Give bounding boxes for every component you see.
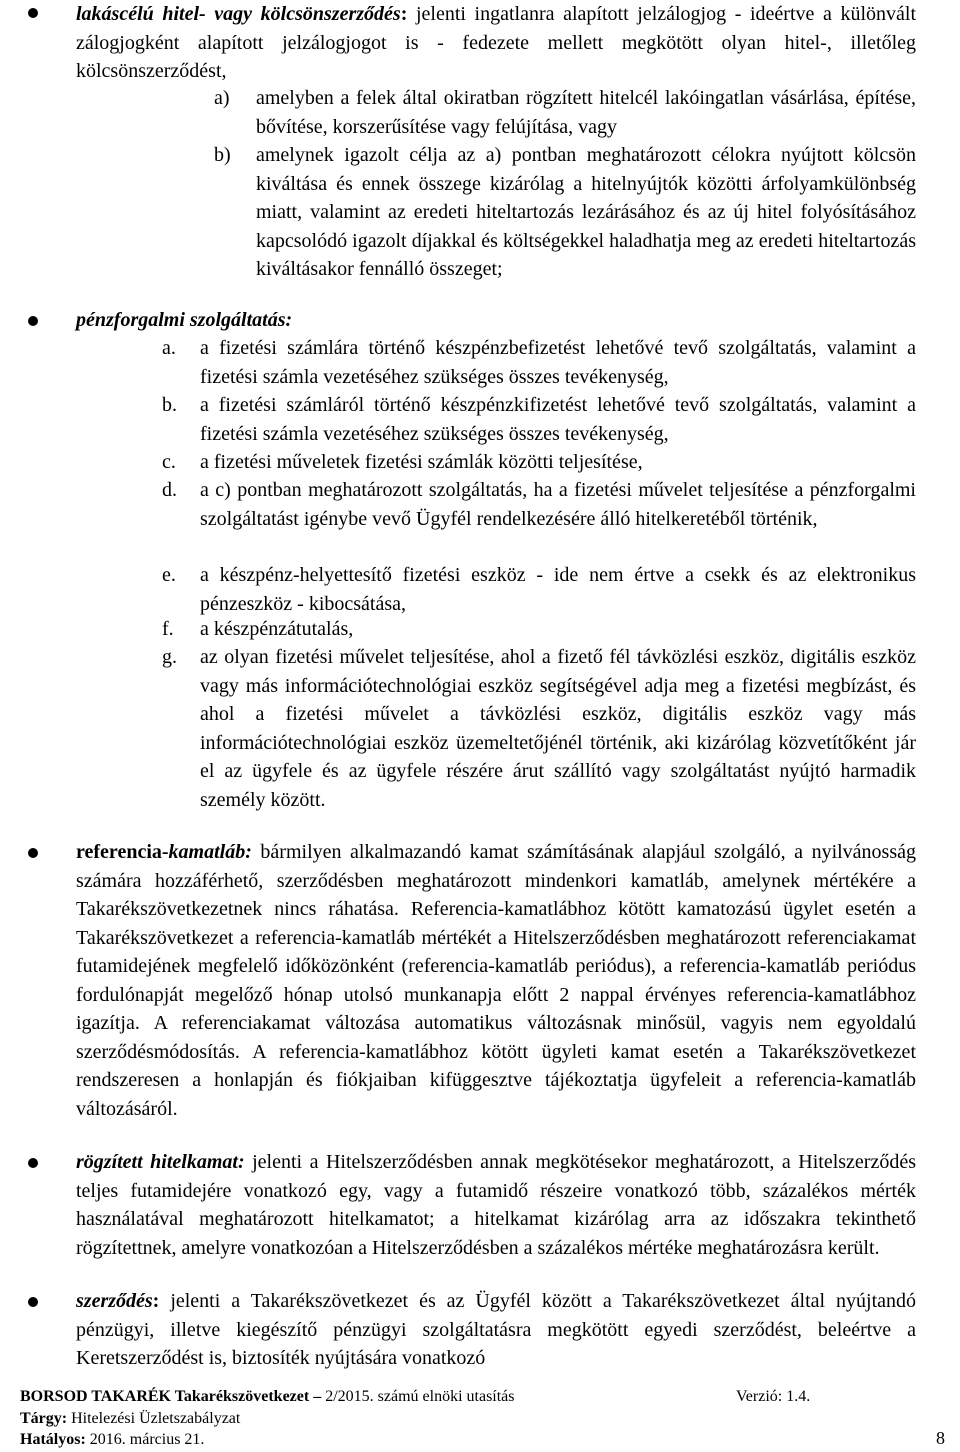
footer-line-2 [20,1409,240,1429]
list-label: d. [162,479,177,501]
footer-subject-label: Tárgy: [20,1410,68,1427]
list-label: b. [162,394,177,416]
definition-term: kamatláb: [168,841,252,863]
list-item: a készpénz-helyettesítő fizetési eszköz - ide nem értve a csekk és az elektronikus pénzeszköz - kibocsátása, [200,564,916,615]
footer-line-1: BORSOD TAKARÉK Takarékszövetkezet – 2/2015. számú elnöki utasítás Verzió: 1.4. [20,1388,811,1405]
footer-version: Verzió: 1.4. [736,1388,811,1405]
bullet-icon [28,316,38,326]
definition-term: rögzített hitelkamat: [76,1151,245,1173]
list-item: a c) pontban meghatározott szolgáltatás, ha a fizetési művelet teljesítése a pénzforgalmi szolgáltatást igénybe vevő Ügyfél rendelkezésére álló hitelkeretéből történik, [200,479,916,530]
sub-label: b) [214,144,231,166]
sub-text: amelynek igazolt célja az a) pontban meghatározott célokra nyújtott kölcsön kiváltása és ennek összege kizárólag a hitelnyújtók közötti árfolyamkülönbség miatt, valamint az eredeti hiteltartozás lezárásához és az új hitel folyósításához kapcsolódó igazolt díjakkal és költségekkel haladhatja meg az eredeti hiteltartozás kiváltásakor fennálló összeget; [256,144,916,280]
sub-text: amelyben a felek által okiratban rögzített hitelcél lakóingatlan vásárlása, építése, bővítése, korszerűsítése vagy felújítása, vagy [256,87,916,138]
sub-label: a) [214,87,230,109]
list-label: f. [162,618,174,640]
page-number: 8 [936,1428,945,1448]
list-item: a fizetési számláról történő készpénzkifizetést lehetővé tevő szolgáltatás, valamint a fizetési számla vezetéséhez szükséges összes tevékenység, [200,394,916,445]
definition-szerzodes: szerződés: jelenti a Takarékszövetkezet és az Ügyfél között a Takarékszövetkezet által nyújtandó pénzügyi, illetve kiegészítő pénzügyi szolgáltatásra megkötött egyedi szerződést, beleértve a Keretszerződést is, biztosíték nyújtására vonatkozó [76,1290,917,1369]
definition-term: pénzforgalmi szolgáltatás: [76,309,293,331]
definition-text: jelenti a Takarékszövetkezet és az Ügyfél között a Takarékszövetkezet által nyújtandó pénzügyi, illetve kiegészítő pénzügyi szolgáltatásra megkötött egyedi szerződést, beleértve a Keretszerződést is, biztosíték nyújtására vonatkozó [76,1290,917,1369]
definition-penzforgalmi [76,306,916,335]
definition-term: lakáscélú hitel- vagy kölcsönszerződés [76,3,401,25]
list-item: a fizetési számlára történő készpénzbefizetést lehetővé tevő szolgáltatás, valamint a fizetési számla vezetéséhez szükséges összes tevékenység, [200,337,916,388]
definition-lakascelu: lakáscélú hitel- vagy kölcsönszerződés: jelenti ingatlanra alapított jelzálogjog - ideértve a különvált zálogjogként alapított jelzálogjogot is - fedezete mellett megkötött olyan hitel-, illetőleg kölcsönszerződést, [76,3,917,82]
definition-text: jelenti a Hitelszerződésben annak megkötésekor meghatározott, a Hitelszerződés teljes futamidejére vonatkozó egy, vagy a futamidő részeire vonatkozó több, százalékos mérték használatával meghatározott hitelkamatot; a hitelkamat kizárólag arra az időszakra tekinthető rögzítettnek, amelyre vonatkozóan a Hitelszerződésben a százalékos mértéke meghatározásra került. [76,1151,916,1259]
definition-referencia-kamatlab: referencia-kamatláb: bármilyen alkalmazandó kamat számításának alapjául szolgáló, a nyilvánosság számára hozzáférhető, szerződésben meghatározott mindenkori kamatláb, amelynek mértékére a Takarékszövetkezetnek nincs ráhatása. Referencia-kamatlábhoz kötött kamatozású ügylet esetén a Takarékszövetkezet a referencia-kamatláb mértékét a Hitelszerződésben meghatározott referenciakamat futamidejének megfelelő időközönként (referencia-kamatláb periódus), a referencia-kamatláb periódus fordulónapját megelőző hónap utolsó munkanapja előtt 2 nappal érvényes referencia-kamatlábhoz igazítja. A referenciakamat változása automatikus változásnak minősül, vagyis nem egyoldalú szerződésmódosítás. A referencia-kamatlábhoz kötött ügyleti kamat esetén a Takarékszövetkezet rendszeresen a honlapján és fiókjaiban kifüggesztve tájékoztatja ügyfeleit a referencia-kamatláb változásáról. [76,841,917,1120]
footer-org: BORSOD TAKARÉK Takarékszövetkezet [20,1388,310,1405]
list-label: c. [162,451,176,473]
definition-rogzitett-hitelkamat [76,1148,916,1262]
footer-decree: 2/2015. számú elnöki utasítás [325,1388,515,1405]
list-label: e. [162,564,176,586]
list-item: az olyan fizetési művelet teljesítése, ahol a fizető fél távközlési eszköz, digitális eszköz vagy más információtechnológiai eszköz segítségével adja meg a fizetési megbízást, és ahol a fizetési művelet a távközlési eszköz, digitális eszköz vagy más információtechnológiai eszköz üzemeltetőjénél történik, aki kizárólag közvetítőként jár el az ügyfele és az ügyfele részére árut szállító vagy szolgáltatást nyújtó harmadik személy között. [200,646,916,811]
bullet-icon [28,1297,38,1307]
bullet-icon [28,1158,38,1168]
definition-text: bármilyen alkalmazandó kamat számításának alapjául szolgáló, a nyilvánosság számára hozzáférhető, szerződésben meghatározott mindenkori kamatláb, amelynek mértékére a Takarékszövetkezetnek nincs ráhatása. Referencia-kamatlábhoz kötött kamatozású ügylet esetén a Takarékszövetkezet a referencia-kamatláb mértékét a Hitelszerződésben meghatározott referenciakamat futamidejének megfelelő időközönként (referencia-kamatláb periódus), a referencia-kamatláb periódus fordulónapját megelőző hónap utolsó munkanapja előtt 2 nappal érvényes referencia-kamatlábhoz igazítja. A referenciakamat változása automatikus változásnak minősül, vagyis nem egyoldalú szerződésmódosítás. A referencia-kamatlábhoz kötött ügyleti kamat esetén a Takarékszövetkezet rendszeresen a honlapján és fiókjaiban kifüggesztve tájékoztatja ügyfeleit a referencia-kamatláb változásáról. [76,841,917,1120]
list-item: a fizetési műveletek fizetési számlák közötti teljesítése, [200,451,643,473]
footer-subject: Hitelezési Üzletszabályzat [71,1410,241,1427]
list-label: a. [162,337,176,359]
bullet-icon [28,8,38,18]
list-label: g. [162,646,177,668]
footer-effective: 2016. március 21. [89,1431,205,1448]
definition-term: szerződés [76,1290,153,1312]
footer-effective-label: Hatályos: [20,1431,86,1448]
bullet-icon [28,848,38,858]
list-item: a készpénzátutalás, [200,618,354,640]
definition-text: jelenti ingatlanra alapított jelzálogjog - ideértve a különvált zálogjogként alapított jelzálogjogot is - fedezete mellett megkötött olyan hitel-, illetőleg kölcsönszerződést, [76,3,917,82]
footer-line-3 [20,1428,945,1450]
